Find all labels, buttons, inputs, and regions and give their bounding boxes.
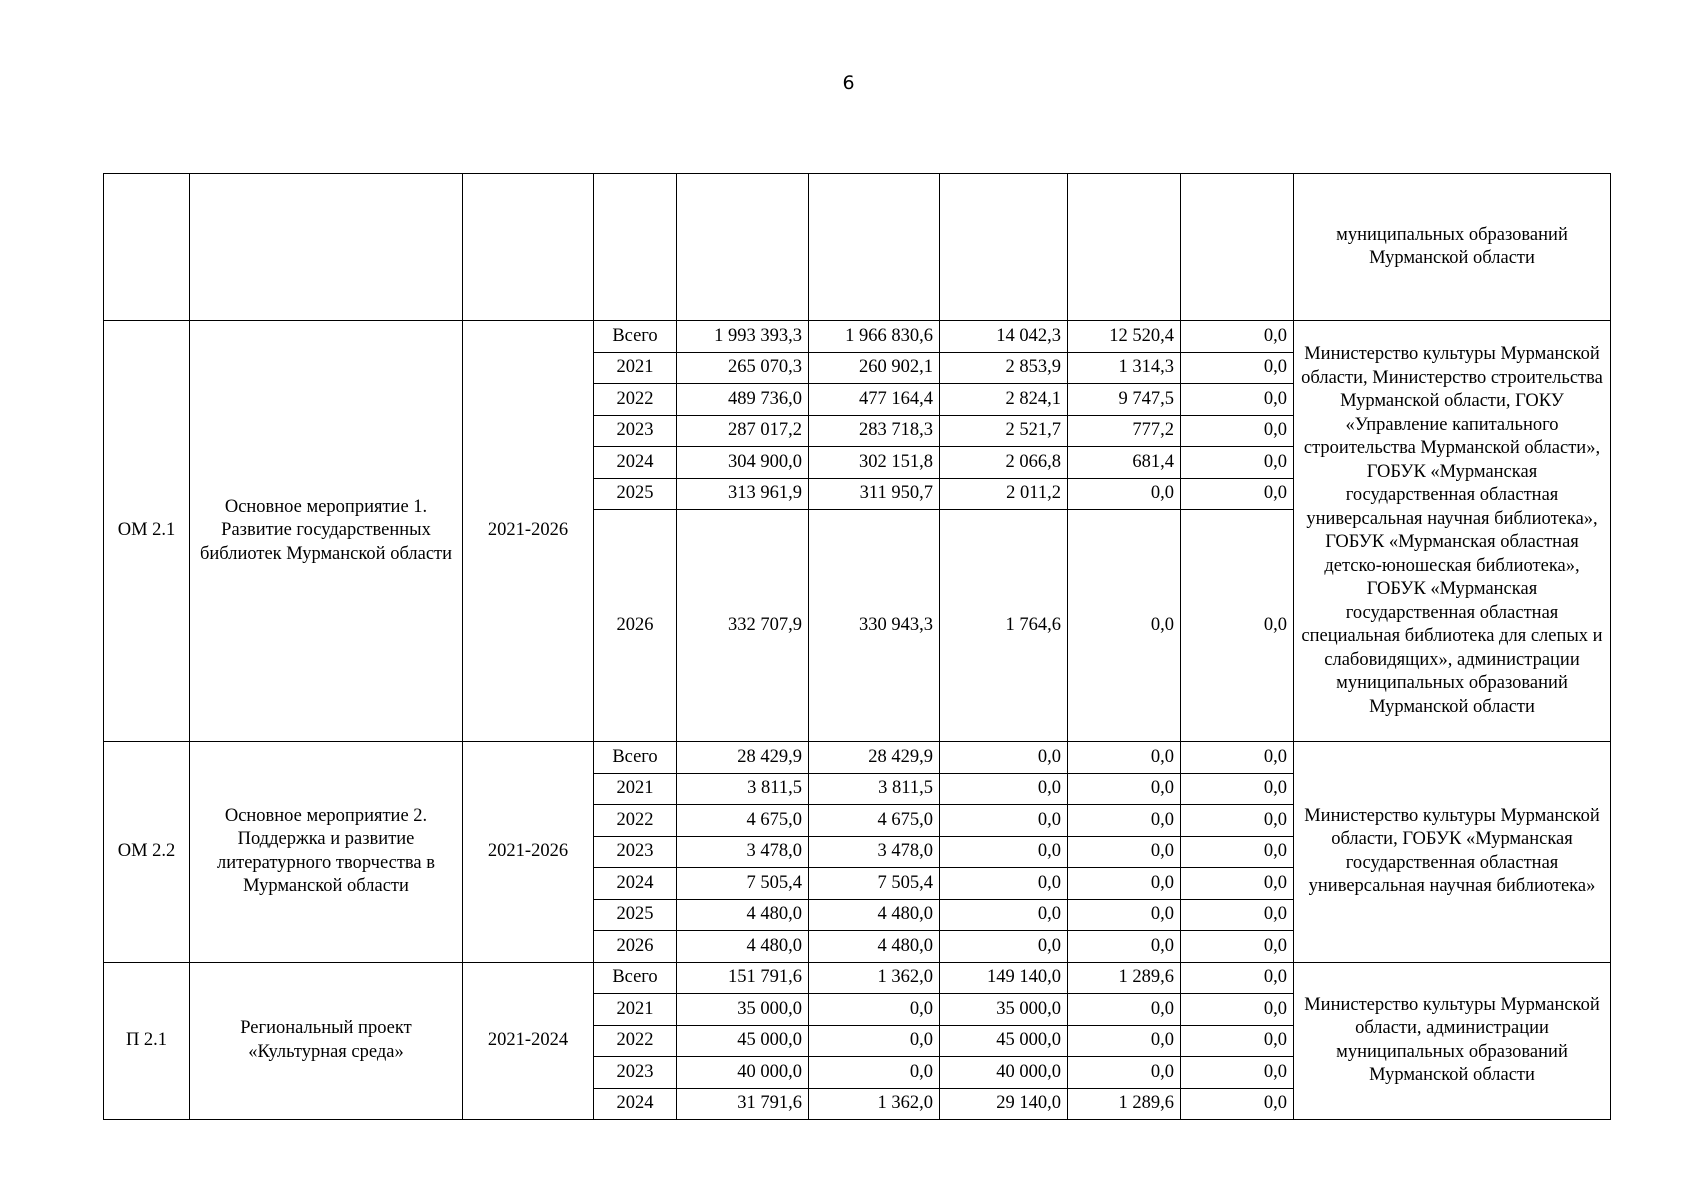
value-cell: 1 764,6 [940, 510, 1068, 742]
value-cell: 0,0 [1181, 742, 1294, 774]
value-cell: 0,0 [1068, 836, 1181, 868]
value-cell: 0,0 [1181, 773, 1294, 805]
total-cell: 4 480,0 [677, 931, 809, 963]
value-cell: 283 718,3 [809, 415, 940, 447]
year-cell: 2021 [594, 352, 677, 384]
value-cell: 0,0 [1181, 478, 1294, 510]
table-body [104, 174, 1611, 1120]
empty-cell [463, 174, 594, 321]
value-cell: 0,0 [1068, 899, 1181, 931]
value-cell: 1 289,6 [1068, 962, 1181, 994]
total-cell: 3 811,5 [677, 773, 809, 805]
total-cell: 304 900,0 [677, 447, 809, 479]
value-cell: 2 521,7 [940, 415, 1068, 447]
value-cell: 0,0 [1068, 931, 1181, 963]
period-cell: 2021-2024 [463, 962, 594, 1120]
value-cell: 330 943,3 [809, 510, 940, 742]
value-cell: 0,0 [1181, 931, 1294, 963]
value-cell: 681,4 [1068, 447, 1181, 479]
value-cell: 0,0 [1068, 994, 1181, 1026]
year-cell: 2022 [594, 384, 677, 416]
year-cell: 2021 [594, 994, 677, 1026]
value-cell: 1 289,6 [1068, 1088, 1181, 1120]
name-cell: Региональный проект «Культурная среда» [190, 962, 463, 1120]
value-cell: 2 824,1 [940, 384, 1068, 416]
value-cell: 4 480,0 [809, 931, 940, 963]
value-cell: 0,0 [1181, 1025, 1294, 1057]
total-cell: 313 961,9 [677, 478, 809, 510]
value-cell: 0,0 [940, 931, 1068, 963]
year-cell: 2023 [594, 1057, 677, 1089]
value-cell: 0,0 [940, 868, 1068, 900]
table-row [104, 742, 1611, 774]
total-cell: 7 505,4 [677, 868, 809, 900]
value-cell: 0,0 [1068, 805, 1181, 837]
total-cell: 28 429,9 [677, 742, 809, 774]
empty-cell [677, 174, 809, 321]
year-cell: 2021 [594, 773, 677, 805]
total-cell: 35 000,0 [677, 994, 809, 1026]
value-cell: 0,0 [1181, 447, 1294, 479]
value-cell: 0,0 [1181, 415, 1294, 447]
year-cell: 2023 [594, 415, 677, 447]
value-cell: 0,0 [940, 899, 1068, 931]
value-cell: 0,0 [1181, 994, 1294, 1026]
value-cell: 0,0 [1181, 805, 1294, 837]
year-cell: 2022 [594, 1025, 677, 1057]
value-cell: 0,0 [1181, 510, 1294, 742]
empty-cell [1068, 174, 1181, 321]
year-cell: 2025 [594, 899, 677, 931]
page-number: 6 [842, 72, 855, 94]
year-cell: Всего [594, 962, 677, 994]
value-cell: 29 140,0 [940, 1088, 1068, 1120]
table-row [104, 962, 1611, 994]
value-cell: 0,0 [1181, 962, 1294, 994]
year-cell: 2024 [594, 447, 677, 479]
value-cell: 35 000,0 [940, 994, 1068, 1026]
value-cell: 7 505,4 [809, 868, 940, 900]
year-cell: 2023 [594, 836, 677, 868]
code-cell: ОМ 2.2 [104, 742, 190, 963]
total-cell: 45 000,0 [677, 1025, 809, 1057]
empty-cell [594, 174, 677, 321]
name-cell: Основное мероприятие 2. Поддержка и развитие литературного творчества в Мурманской области [190, 742, 463, 963]
value-cell: 0,0 [1181, 1057, 1294, 1089]
value-cell: 14 042,3 [940, 321, 1068, 353]
value-cell: 0,0 [940, 805, 1068, 837]
value-cell: 2 853,9 [940, 352, 1068, 384]
value-cell: 0,0 [940, 836, 1068, 868]
value-cell: 0,0 [1181, 384, 1294, 416]
value-cell: 0,0 [1068, 1025, 1181, 1057]
name-cell: Основное мероприятие 1. Развитие государственных библиотек Мурманской области [190, 321, 463, 742]
empty-cell [1181, 174, 1294, 321]
empty-cell [104, 174, 190, 321]
value-cell: 0,0 [1181, 1088, 1294, 1120]
total-cell: 265 070,3 [677, 352, 809, 384]
value-cell: 0,0 [940, 742, 1068, 774]
value-cell: 2 066,8 [940, 447, 1068, 479]
total-cell: 489 736,0 [677, 384, 809, 416]
value-cell: 777,2 [1068, 415, 1181, 447]
total-cell: 4 480,0 [677, 899, 809, 931]
responsible-cell: муниципальных образований Мурманской области [1294, 174, 1611, 321]
responsible-cell: Министерство культуры Мурманской области, администрации муниципальных образований Мурманской области [1294, 962, 1611, 1120]
value-cell: 0,0 [940, 773, 1068, 805]
value-cell: 0,0 [1181, 899, 1294, 931]
total-cell: 31 791,6 [677, 1088, 809, 1120]
value-cell: 0,0 [1181, 836, 1294, 868]
value-cell: 0,0 [809, 1057, 940, 1089]
value-cell: 40 000,0 [940, 1057, 1068, 1089]
value-cell: 0,0 [1181, 352, 1294, 384]
value-cell: 0,0 [1068, 773, 1181, 805]
year-cell: 2025 [594, 478, 677, 510]
empty-cell [809, 174, 940, 321]
value-cell: 9 747,5 [1068, 384, 1181, 416]
value-cell: 0,0 [1068, 478, 1181, 510]
value-cell: 311 950,7 [809, 478, 940, 510]
total-cell: 40 000,0 [677, 1057, 809, 1089]
year-cell: 2022 [594, 805, 677, 837]
year-cell: Всего [594, 742, 677, 774]
value-cell: 2 011,2 [940, 478, 1068, 510]
value-cell: 302 151,8 [809, 447, 940, 479]
year-cell: 2024 [594, 868, 677, 900]
value-cell: 149 140,0 [940, 962, 1068, 994]
value-cell: 12 520,4 [1068, 321, 1181, 353]
total-cell: 4 675,0 [677, 805, 809, 837]
value-cell: 1 362,0 [809, 1088, 940, 1120]
value-cell: 0,0 [1181, 321, 1294, 353]
responsible-cell: Министерство культуры Мурманской области, Министерство строительства Мурманской области, ГОКУ «Управление капитального строительства Мурманской области», ГОБУК «Мурманская государственная областная универсальная научная библиотека», ГОБУК «Мурманская областная детско-юношеская библиотека», ГОБУК «Мурманская государственная областная специальная библиотека для слепых и слабовидящих», администрации муниципальных образований Мурманской области [1294, 321, 1611, 742]
year-cell: Всего [594, 321, 677, 353]
period-cell: 2021-2026 [463, 742, 594, 963]
value-cell: 0,0 [809, 1025, 940, 1057]
total-cell: 332 707,9 [677, 510, 809, 742]
responsible-cell: Министерство культуры Мурманской области, ГОБУК «Мурманская государственная областная универсальная научная библиотека» [1294, 742, 1611, 963]
value-cell: 4 675,0 [809, 805, 940, 837]
value-cell: 0,0 [1068, 742, 1181, 774]
year-cell: 2024 [594, 1088, 677, 1120]
value-cell: 260 902,1 [809, 352, 940, 384]
value-cell: 1 314,3 [1068, 352, 1181, 384]
year-cell: 2026 [594, 510, 677, 742]
value-cell: 4 480,0 [809, 899, 940, 931]
value-cell: 0,0 [1068, 1057, 1181, 1089]
value-cell: 0,0 [1068, 510, 1181, 742]
value-cell: 0,0 [1181, 868, 1294, 900]
empty-cell [190, 174, 463, 321]
table-row [104, 321, 1611, 353]
total-cell: 1 993 393,3 [677, 321, 809, 353]
value-cell: 477 164,4 [809, 384, 940, 416]
year-cell: 2026 [594, 931, 677, 963]
value-cell: 45 000,0 [940, 1025, 1068, 1057]
empty-cell [940, 174, 1068, 321]
carry-over-row [104, 174, 1611, 321]
value-cell: 0,0 [809, 994, 940, 1026]
value-cell: 1 966 830,6 [809, 321, 940, 353]
value-cell: 0,0 [1068, 868, 1181, 900]
period-cell: 2021-2026 [463, 321, 594, 742]
value-cell: 1 362,0 [809, 962, 940, 994]
total-cell: 3 478,0 [677, 836, 809, 868]
value-cell: 3 478,0 [809, 836, 940, 868]
value-cell: 3 811,5 [809, 773, 940, 805]
total-cell: 287 017,2 [677, 415, 809, 447]
value-cell: 28 429,9 [809, 742, 940, 774]
code-cell: П 2.1 [104, 962, 190, 1120]
total-cell: 151 791,6 [677, 962, 809, 994]
funding-table [103, 173, 1611, 1120]
code-cell: ОМ 2.1 [104, 321, 190, 742]
